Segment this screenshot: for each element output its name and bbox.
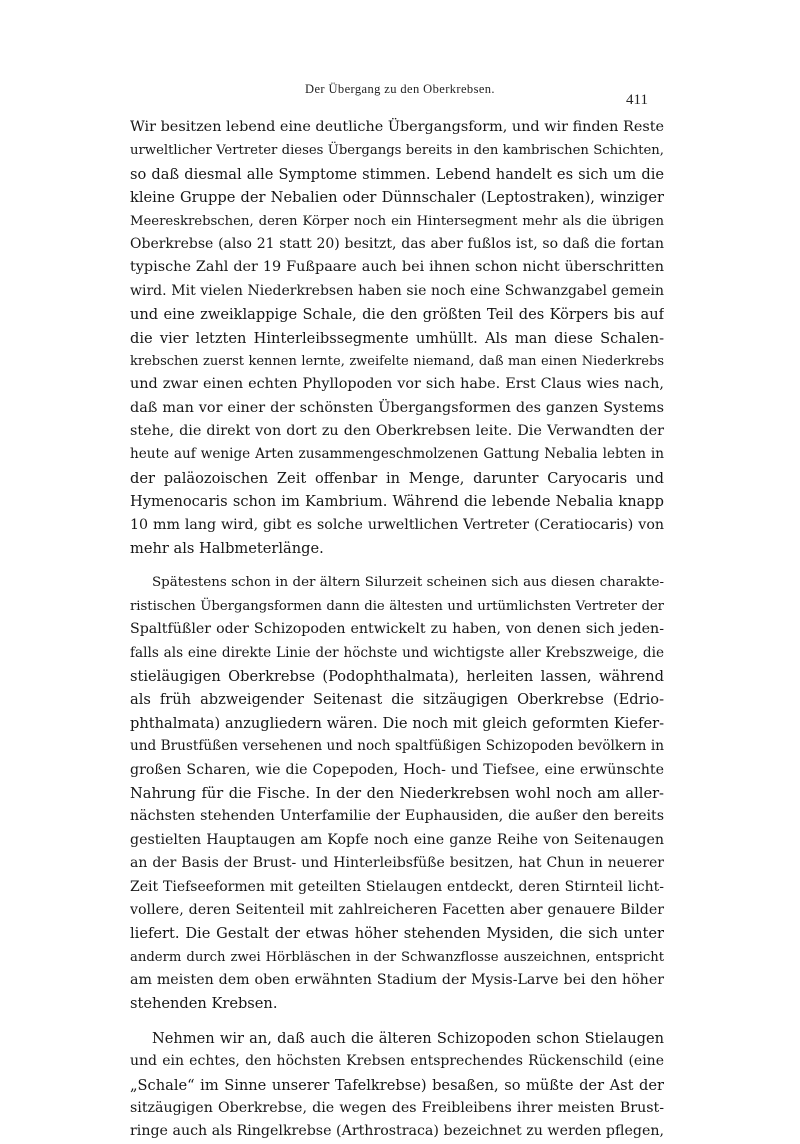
text-line: und zwar einen echten Phyllopoden vor sich habe. Erst Claus wies nach, [130,376,664,393]
text-line: und Brustfüßen versehenen und noch spaltfüßigen Schizopoden bevölkern in [130,738,664,755]
text-line: gestielten Hauptaugen am Kopfe noch eine ganze Reihe von Seitenaugen [130,831,664,848]
text-line: Hymenocaris schon im Kambrium. Während die lebende Nebalia knapp [130,493,664,511]
page-number: 411 [626,92,648,108]
text-line: die vier letzten Hinterleibssegmente umhüllt. Als man diese Schalen- [130,329,664,347]
paragraph [130,1027,664,1144]
text-line: wird. Mit vielen Niederkrebsen haben sie noch eine Schwanzgabel gemein [130,282,664,299]
text-line: kleine Gruppe der Nebalien oder Dünnschaler (Leptostraken), winziger [130,189,664,207]
text-line: Oberkrebse (also 21 statt 20) besitzt, das aber fußlos ist, so daß die fortan [130,235,664,252]
text-line: daß man vor einer der schönsten Übergangsformen des ganzen Systems [130,399,664,416]
text-line: ristischen Übergangsformen dann die ältesten und urtümlichsten Vertreter der [130,598,664,614]
text-line: stehe, die direkt von dort zu den Oberkrebsen leite. Die Verwandten der [130,423,664,440]
paragraph-gap [130,1016,664,1027]
text-line: Wir besitzen lebend eine deutliche Übergangsform, und wir finden Reste [130,119,664,135]
text-line: phthalmata) anzugliedern wären. Die noch mit gleich geformten Kiefer- [130,714,664,732]
text-line: vollere, deren Seitenteil mit zahlreicheren Facetten aber genauere Bilder [130,901,664,918]
paragraph [130,116,664,560]
text-line: 10 mm lang wird, gibt es solche urweltlichen Vertreter (Ceratiocaris) von [130,516,664,533]
text-line: an der Basis der Brust- und Hinterleibsfüße besitzen, hat Chun in neuerer [130,855,664,872]
text-line: typische Zahl der 19 Fußpaare auch bei ihnen schon nicht überschritten [130,259,664,276]
text-line: liefert. Die Gestalt der etwas höher stehenden Mysiden, die sich unter [130,925,664,943]
text-line: stieläugigen Oberkrebse (Podophthalmata), herleiten lassen, während [130,667,664,685]
text-line: krebschen zuerst kennen lernte, zweifelte niemand, daß man einen Niederkrebs [130,353,664,369]
text-line: Nahrung für die Fische. In der den Niederkrebsen wohl noch am aller- [130,784,664,802]
text-line: so daß diesmal alle Symptome stimmen. Lebend handelt es sich um die [130,165,664,183]
text-line: urweltlicher Vertreter dieses Übergangs bereits in den kambrischen Schichten, [130,143,664,159]
text-line: Zeit Tiefseeformen mit geteilten Stielaugen entdeckt, deren Stirnteil licht- [130,878,664,895]
text-line: „Schale“ im Sinne unserer Tafelkrebse) besaßen, so müßte der Ast der [130,1076,664,1094]
text-line: und eine zweiklappige Schale, die den größten Teil des Körpers bis auf [130,306,664,324]
text-line: und ein echtes, den höchsten Krebsen entsprechendes Rückenschild (eine [130,1053,664,1070]
text-line: Spaltfüßler oder Schizopoden entwickelt zu haben, von denen sich jeden- [130,621,664,638]
text-line: heute auf wenige Arten zusammengeschmolzenen Gattung Nebalia lebten in [130,446,664,463]
text-line: stehenden Krebsen. [130,995,278,1013]
text-line: nächsten stehenden Unterfamilie der Euphausiden, die außer den bereits [130,808,664,825]
text-line: mehr als Halbmeterlänge. [130,540,324,558]
text-line: Nehmen wir an, daß auch die älteren Schizopoden schon Stielaugen [152,1029,664,1047]
text-line: Spätestens schon in der ältern Silurzeit scheinen sich aus diesen charakte- [152,575,664,591]
body-text [130,116,664,1144]
text-line: falls als eine direkte Linie der höchste und wichtigste aller Krebszweige, die [130,644,664,661]
text-line: anderm durch zwei Hörbläschen in der Schwanzflosse auszeichnen, entspricht [130,949,664,965]
paragraph [130,571,664,1015]
text-line: als früh abzweigender Seitenast die sitzäugigen Oberkrebse (Edrio- [130,691,664,709]
text-line: am meisten dem oben erwähnten Stadium der Mysis-Larve bei den höher [130,972,664,989]
text-line: sitzäugigen Oberkrebse, die wegen des Freibleibens ihrer meisten Brust- [130,1100,664,1117]
text-line: großen Scharen, wie die Copepoden, Hoch- und Tiefsee, eine erwünschte [130,761,664,778]
text-line: der paläozoischen Zeit offenbar in Menge, darunter Caryocaris und [130,469,664,487]
paragraph-gap [130,560,664,571]
text-line: ringe auch als Ringelkrebse (Arthrostraca) bezeichnet zu werden pflegen, [130,1123,664,1140]
text-line: Meereskrebschen, deren Körper noch ein Hintersegment mehr als die übrigen [130,213,664,229]
running-head-title: Der Übergang zu den Oberkrebsen. [305,82,495,96]
